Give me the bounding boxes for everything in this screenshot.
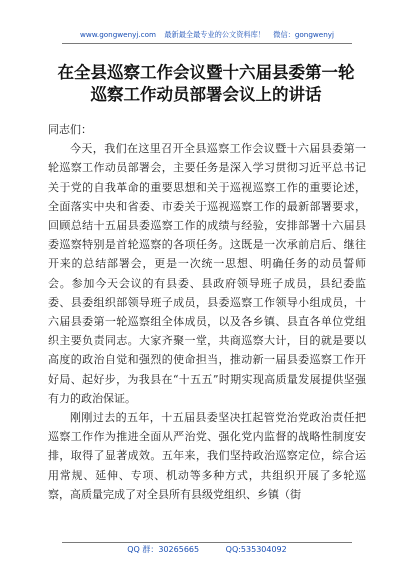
document-title-line-2: 巡察工作动员部署会议上的讲话	[90, 85, 322, 104]
page-header	[62, 30, 352, 39]
document-body	[48, 120, 366, 504]
salutation: 同志们：	[48, 123, 92, 136]
header-website[interactable]: www.gongwenyj.com	[79, 30, 157, 39]
footer-divider	[62, 542, 352, 543]
footer-qq: QQ:535304092	[225, 545, 287, 554]
paragraph-1: 今天，我们在这里召开全县巡察工作会议暨十六届县委第一轮巡察工作动员部署会，主要任务是深入学习贯彻习近平总书记关于党的自我革命的重要思想和关于巡视巡察工作的重要论述，全面落实中央和省委、市委关于巡视巡察工作的最新部署要求，回顾总结十五届县委巡察工作的成绩与经验，安排部署十六届县委巡察特别是首轮巡察的各项任务。这既是一次承前启后、继往开来的总结部署会，更是一次统一思想、明确任务的动员誓师会。参加今天会议的有县委、县政府领导班子成员，县纪委监委、县委组织部领导班子成员，县委巡察工作领导小组成员，十六届县委第一轮巡察组全体成员，以及各乡镇、县直各单位党组织主要负责同志。大家齐聚一堂，共商巡察大计，目的就是要以高度的政治自觉和强烈的使命担当，推动新一届县委巡察工作开好局、起好步，为我县在“十五五”时期实现高质量发展提供坚强有力的政治保证。	[48, 142, 366, 405]
paragraph-2: 刚刚过去的五年，十五届县委坚决扛起管党治党政治责任把巡察工作作为推进全面从严治党、强化党内监督的战略性制度安排，取得了显著成效。五年来，我们坚持政治巡察定位，综合运用常规、延伸、专项、机动等多种方式，共组织开展了多轮巡察，高质量完成了对全县所有县级党组织、乡镇（街	[48, 411, 366, 501]
header-slogan: 最新最全最专业的公文资料库！	[164, 30, 265, 39]
document-title-line-1: 在全县巡察工作会议暨十六届县委第一轮	[57, 63, 355, 82]
document-title	[50, 62, 362, 106]
footer-qq-group: QQ 群：30265665	[127, 545, 200, 554]
page-footer	[62, 545, 352, 555]
header-wechat: 微信：gongwenyj	[273, 30, 335, 39]
header-divider	[62, 43, 352, 44]
